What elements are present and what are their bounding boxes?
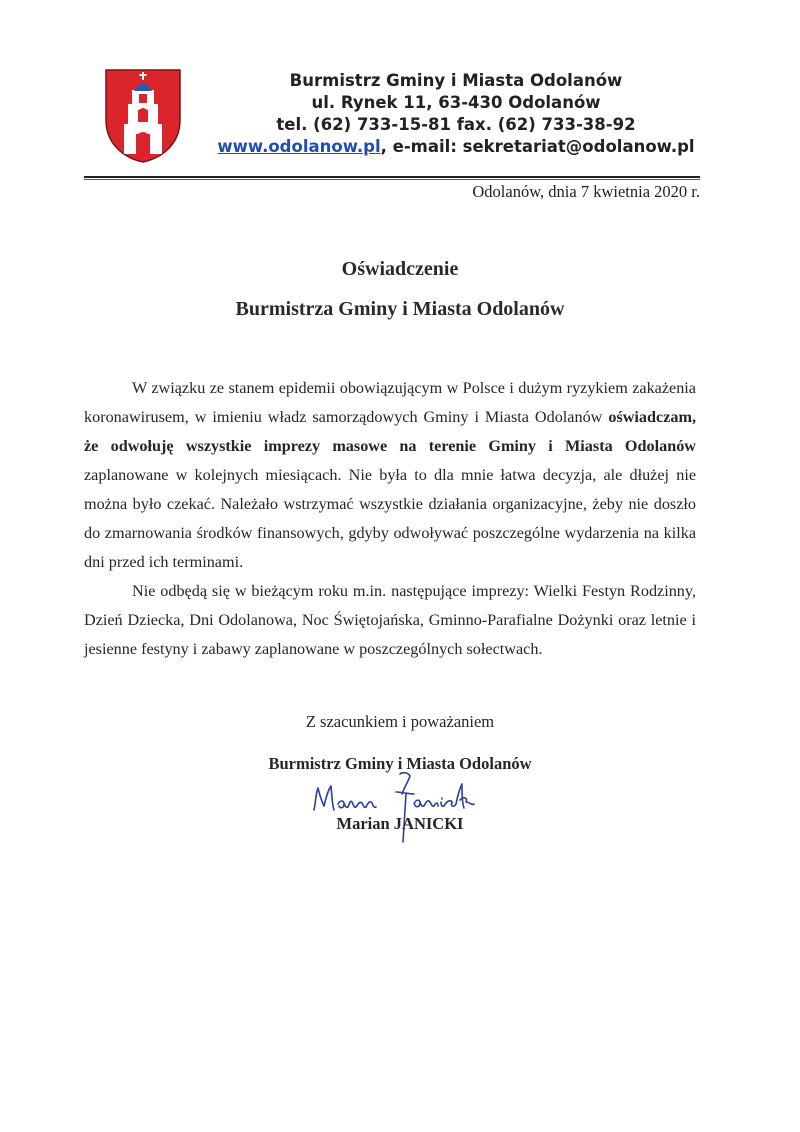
letterhead-text	[196, 70, 716, 158]
email-text: , e-mail: sekretariat@odolanow.pl	[380, 137, 695, 156]
org-phones: tel. (62) 733-15-81 fax. (62) 733-38-92	[276, 115, 636, 134]
closing-regards: Z szacunkiem i poważaniem	[305, 712, 495, 731]
document-subtitle: Burmistrza Gminy i Miasta Odolanów	[235, 298, 565, 320]
org-contact	[196, 136, 716, 158]
paragraph-1-bold: oświadczam, że odwołuję wszystkie imprezy masowe na terenie Gminy i Miasta Odolanów	[84, 408, 696, 455]
org-address: ul. Rynek 11, 63-430 Odolanów	[311, 93, 601, 112]
website-link[interactable]: www.odolanow.pl	[217, 137, 381, 156]
paragraph-2: Nie odbędą się w bieżącym roku m.in. następujące imprezy: Wielki Festyn Rodzinny, Dzień Dziecka, Dni Odolanowa, Noc Świętojańska, Gminno-Parafialne Dożynki oraz letnie i jesienne festyny i zabawy zaplanowane w poszczególnych sołectwach.	[84, 582, 696, 658]
header-divider	[84, 176, 700, 178]
signatory-role: Burmistrz Gminy i Miasta Odolanów	[268, 754, 532, 773]
statement-body	[84, 374, 696, 664]
header-divider-thin	[84, 179, 700, 180]
paragraph-1	[84, 374, 696, 577]
coat-of-arms-icon	[104, 68, 182, 164]
paragraph-1-end: zaplanowane w kolejnych miesiącach. Nie była to dla mnie łatwa decyzja, ale dłużej nie można było czekać. Należało wstrzymać wszystkie działania organizacyjne, żeby nie doszło do zmarnowania środków finansowych, gdyby odwoływać poszczególne wydarzenia na kilka dni przed ich terminami.	[84, 466, 696, 571]
document-title: Oświadczenie	[341, 258, 459, 280]
letterhead	[0, 0, 800, 180]
signatory-name: Marian JANICKI	[336, 814, 464, 833]
org-name: Burmistrz Gminy i Miasta Odolanów	[289, 71, 623, 90]
date-line: Odolanów, dnia 7 kwietnia 2020 r.	[472, 182, 700, 201]
paragraph-1-start: W związku ze stanem epidemii obowiązującym w Polsce i dużym ryzykiem zakażenia koronawirusem, w imieniu władz samorządowych Gminy i Miasta Odolanów	[84, 379, 696, 426]
handwritten-signature	[304, 770, 484, 850]
